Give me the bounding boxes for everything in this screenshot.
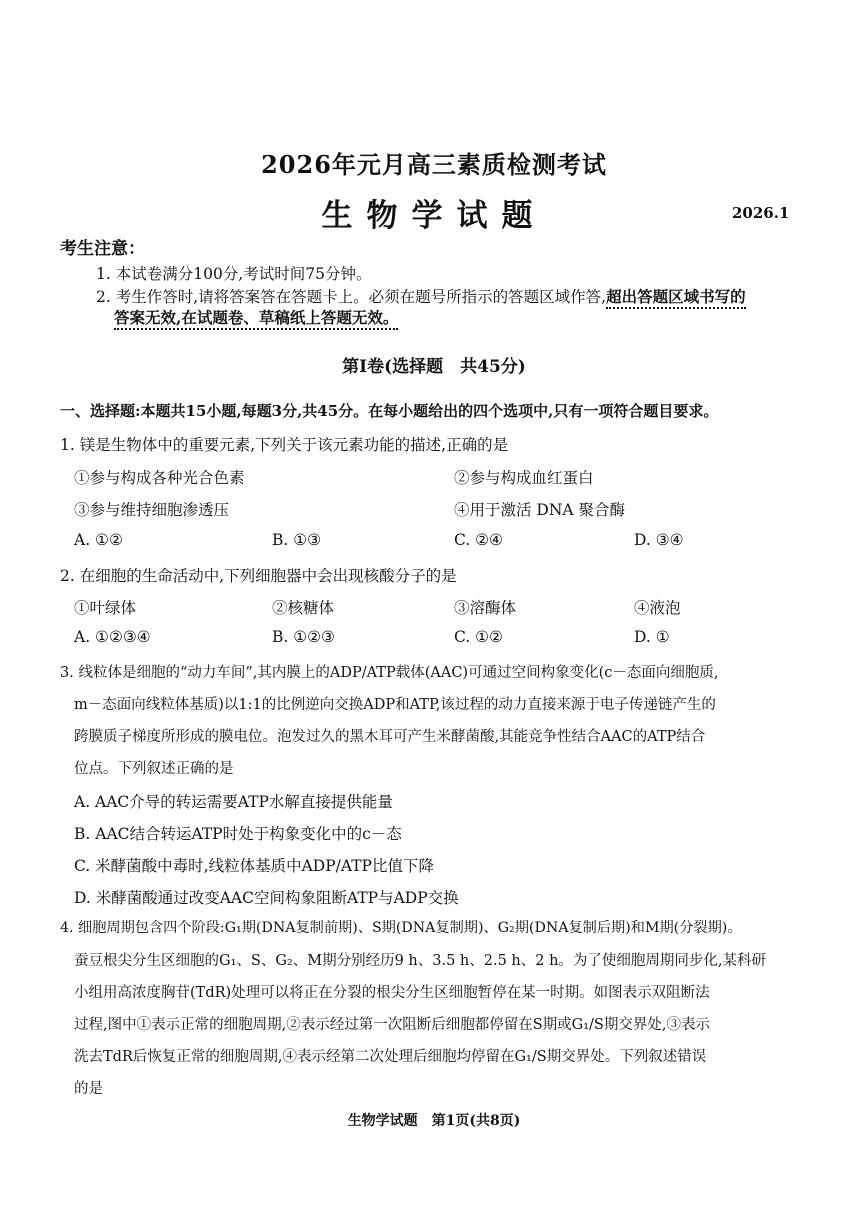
q2-statement-2: ②核糖体 — [272, 599, 335, 617]
q4-stem-line-5: 洗去TdR后恢复正常的细胞周期,④表示经第二次处理后细胞均停留在G₁/S期交界处。下列叙述错误 — [74, 1049, 707, 1065]
page-footer: 生物学试题 第1页(共8页) — [347, 1113, 521, 1129]
q1-statement-2: ②参与构成血红蛋白 — [454, 469, 594, 487]
q4-stem-line-1: 4. 细胞周期包含四个阶段:G₁期(DNA复制前期)、S期(DNA复制期)、G₂期(DNA复制后期)和M期(分裂期)。 — [60, 920, 742, 936]
q4-stem-line-4: 过程,图中①表示正常的细胞周期,②表示经过第一次阻断后细胞都停留在S期或G₁/S期交界处,③表示 — [74, 1017, 710, 1033]
notice-item-2-cont — [114, 306, 398, 328]
notice-heading: 考生注意： — [60, 239, 145, 259]
q1-statement-4: ④用于激活 DNA 聚合酶 — [454, 501, 626, 519]
q2-statement-3: ③溶酶体 — [454, 599, 517, 617]
q2-option-b: B. ①②③ — [272, 628, 335, 646]
q1-option-a: A. ①② — [74, 531, 123, 549]
exam-date: 2026.1 — [732, 204, 790, 222]
q3-option-b: B. AAC结合转运ATP时处于构象变化中的c－态 — [74, 825, 402, 843]
exam-title: 2026年元月高三素质检测考试 — [261, 150, 607, 179]
q1-option-b: B. ①③ — [272, 531, 322, 549]
notice-item-2-emphasis-cont: 答案无效,在试题卷、草稿纸上答题无效。 — [114, 308, 398, 330]
q3-stem-line-4: 位点。下列叙述正确的是 — [74, 761, 234, 777]
q2-stem: 2. 在细胞的生命活动中,下列细胞器中会出现核酸分子的是 — [60, 567, 457, 585]
q1-option-c: C. ②④ — [454, 531, 503, 549]
q2-option-c: C. ①② — [454, 628, 503, 646]
q1-statement-3: ③参与维持细胞渗透压 — [74, 501, 230, 519]
subject-title: 生物学试题 — [321, 198, 547, 234]
q4-stem-line-3: 小组用高浓度胸苷(TdR)处理可以将正在分裂的根尖分生区细胞暂停在某一时期。如图表示双阻断法 — [74, 985, 710, 1001]
q1-statement-1: ①参与构成各种光合色素 — [74, 469, 245, 487]
q4-stem-line-6: 的是 — [74, 1081, 103, 1097]
notice-item-2-emphasis: 超出答题区域书写的 — [606, 287, 746, 309]
q4-stem-line-2: 蚕豆根尖分生区细胞的G₁、S、G₂、M期分别经历9 h、3.5 h、2.5 h、2 h。为了使细胞周期同步化,某科研 — [74, 953, 767, 969]
notice-item-2 — [96, 285, 746, 307]
notice-item-1: 1. 本试卷满分100分,考试时间75分钟。 — [96, 265, 372, 283]
q3-stem-line-2: m－态面向线粒体基质)以1:1的比例逆向交换ADP和ATP,该过程的动力直接来源于电子传递链产生的 — [74, 697, 716, 713]
section-title: 第Ⅰ卷(选择题 共45分) — [342, 357, 526, 377]
q3-option-c: C. 米酵菌酸中毒时,线粒体基质中ADP/ATP比值下降 — [74, 857, 434, 875]
q3-option-d: D. 米酵菌酸通过改变AAC空间构象阻断ATP与ADP交换 — [74, 889, 459, 907]
q1-stem: 1. 镁是生物体中的重要元素,下列关于该元素功能的描述,正确的是 — [60, 436, 509, 454]
q2-option-a: A. ①②③④ — [74, 628, 151, 646]
part-instruction: 一、选择题:本题共15小题,每题3分,共45分。在每小题给出的四个选项中,只有一项符合题目要求。 — [60, 402, 719, 420]
notice-item-2-text: 2. 考生作答时,请将答案答在答题卡上。必须在题号所指示的答题区域作答, — [96, 288, 607, 306]
q3-stem-line-1: 3. 线粒体是细胞的“动力车间”,其内膜上的ADP/ATP载体(AAC)可通过空间构象变化(c－态面向细胞质, — [60, 665, 719, 681]
q3-stem-line-3: 跨膜质子梯度所形成的膜电位。泡发过久的黑木耳可产生米酵菌酸,其能竞争性结合AAC的ATP结合 — [74, 729, 706, 745]
q2-statement-1: ①叶绿体 — [74, 599, 137, 617]
q3-option-a: A. AAC介导的转运需要ATP水解直接提供能量 — [74, 793, 393, 811]
q1-option-d: D. ③④ — [634, 531, 684, 549]
q2-statement-4: ④液泡 — [634, 599, 681, 617]
q2-option-d: D. ① — [634, 628, 670, 646]
